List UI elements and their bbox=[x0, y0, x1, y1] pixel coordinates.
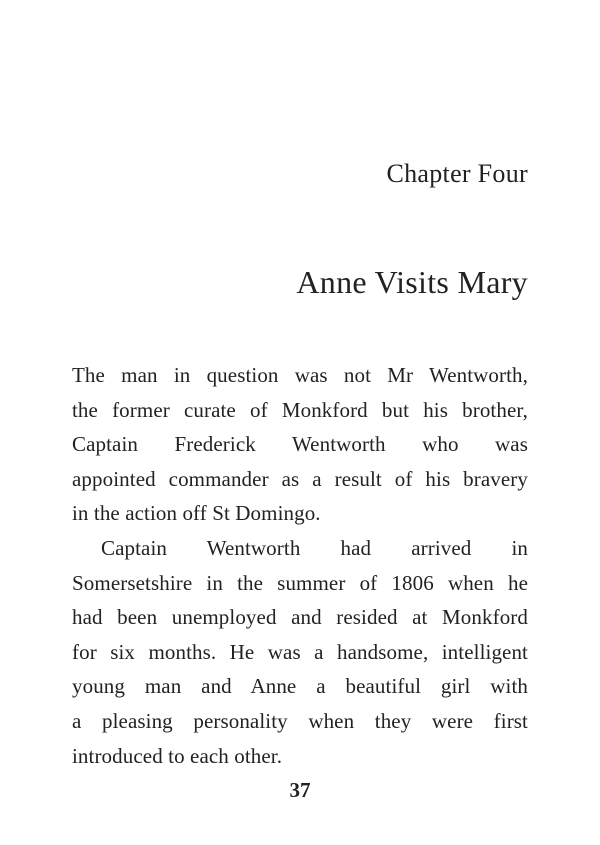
body-line: in the action off St Domingo. bbox=[72, 501, 321, 526]
body-line: a pleasing personality when they were first bbox=[72, 708, 528, 733]
text-block bbox=[72, 0, 528, 802]
body-line: The man in question was not Mr Wentworth, bbox=[72, 363, 528, 387]
body-line: for six months. He was a handsome, intelligent bbox=[72, 639, 528, 664]
paragraph-2 bbox=[72, 531, 528, 773]
chapter-label: Chapter Four bbox=[386, 159, 528, 188]
body-line: the former curate of Monkford but his brother, bbox=[72, 397, 528, 422]
body-line: Somersetshire in the summer of 1806 when he bbox=[72, 570, 528, 595]
paragraph-1 bbox=[72, 358, 528, 531]
body-line: introduced to each other. bbox=[72, 743, 283, 768]
body-line: Captain Frederick Wentworth who was bbox=[72, 432, 528, 457]
body-line: appointed commander as a result of his bravery bbox=[72, 466, 528, 491]
body-line: had been unemployed and resided at Monkford bbox=[72, 605, 528, 630]
page-number: 37 bbox=[289, 778, 311, 803]
body-line: young man and Anne a beautiful girl with bbox=[72, 674, 528, 699]
chapter-title: Anne Visits Mary bbox=[296, 264, 528, 300]
body-line: Captain Wentworth had arrived in bbox=[101, 535, 528, 560]
body-text bbox=[72, 358, 528, 773]
